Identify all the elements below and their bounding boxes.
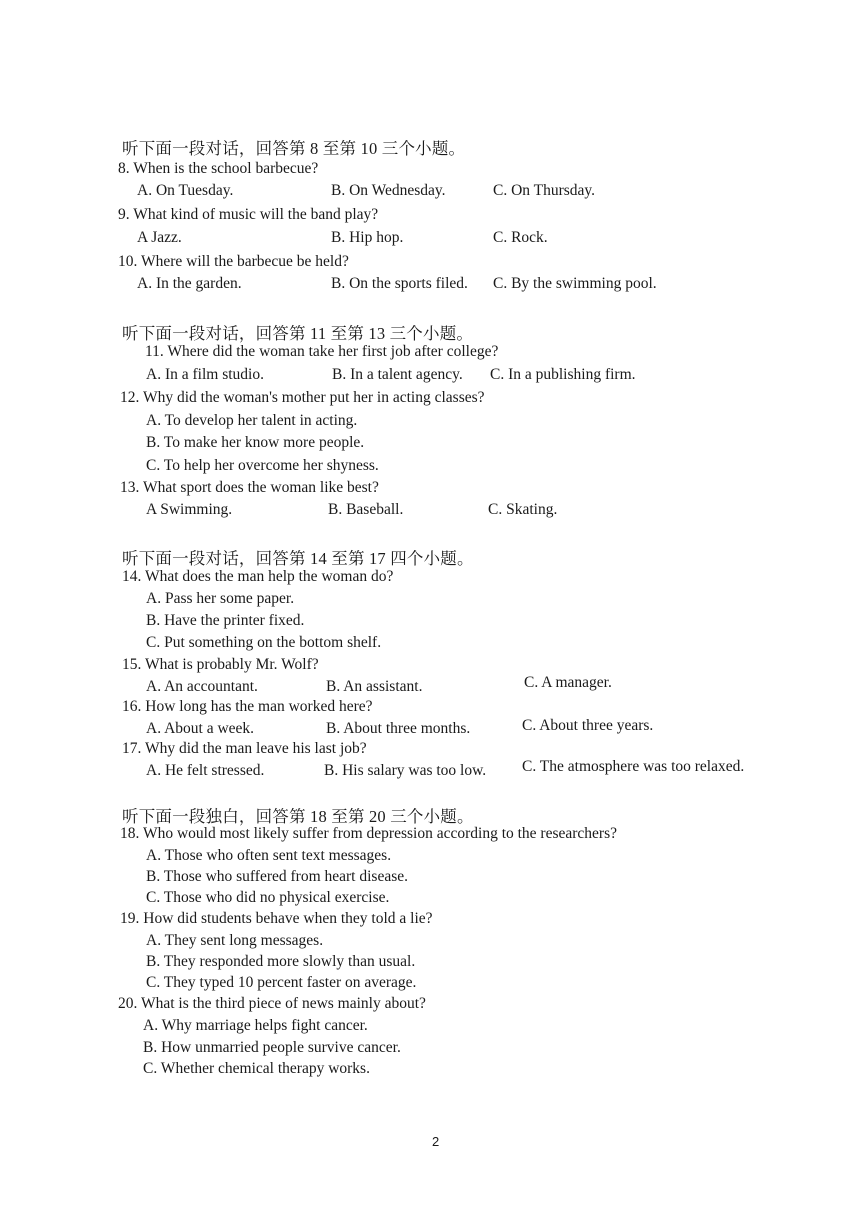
question-20: 20. What is the third piece of news mainly about? xyxy=(118,995,426,1012)
question-18: 18. Who would most likely suffer from depression according to the researchers? xyxy=(120,825,618,842)
section-title: 听下面一段对话，回答第 14 至第 17 四个小题。 xyxy=(122,549,474,568)
option-a: A. Pass her some paper. xyxy=(146,590,295,607)
option-b: B. On the sports filed. xyxy=(331,275,468,292)
option-b: B. Baseball. xyxy=(328,501,404,518)
question-9: 9. What kind of music will the band play? xyxy=(118,206,379,223)
question-8: 8. When is the school barbecue? xyxy=(118,160,319,177)
option-a: A. Those who often sent text messages. xyxy=(146,847,392,864)
option-c: C. Rock. xyxy=(493,229,548,246)
option-c: C. Whether chemical therapy works. xyxy=(143,1060,370,1077)
option-a: A. In a film studio. xyxy=(146,366,264,383)
question-10: 10. Where will the barbecue be held? xyxy=(118,253,349,270)
option-a: A. An accountant. xyxy=(146,678,258,695)
option-c: C. The atmosphere was too relaxed. xyxy=(522,758,745,775)
option-a: A. They sent long messages. xyxy=(146,932,324,949)
option-a: A Jazz. xyxy=(137,229,182,246)
option-c: C. To help her overcome her shyness. xyxy=(146,457,379,474)
option-a: A. He felt stressed. xyxy=(146,762,265,779)
option-a: A Swimming. xyxy=(146,501,233,518)
question-19: 19. How did students behave when they told a lie? xyxy=(120,910,433,927)
question-11: 11. Where did the woman take her first job after college? xyxy=(145,343,499,360)
option-b: B. They responded more slowly than usual. xyxy=(146,953,416,970)
option-c: C. They typed 10 percent faster on average. xyxy=(146,974,417,991)
option-b: B. Have the printer fixed. xyxy=(146,612,305,629)
option-c: C. Skating. xyxy=(488,501,558,518)
option-b: B. About three months. xyxy=(326,720,471,737)
option-c: C. Put something on the bottom shelf. xyxy=(146,634,382,651)
option-b: B. An assistant. xyxy=(326,678,423,695)
option-a: A. To develop her talent in acting. xyxy=(146,412,358,429)
page-number: 2 xyxy=(432,1134,440,1149)
option-a: A. About a week. xyxy=(146,720,255,737)
option-b: B. His salary was too low. xyxy=(324,762,487,779)
section-title: 听下面一段对话，回答第 11 至第 13 三个小题。 xyxy=(122,324,474,343)
option-b: B. On Wednesday. xyxy=(331,182,446,199)
question-16: 16. How long has the man worked here? xyxy=(122,698,373,715)
question-12: 12. Why did the woman's mother put her in acting classes? xyxy=(120,389,485,406)
section-title: 听下面一段独白，回答第 18 至第 20 三个小题。 xyxy=(122,807,474,826)
option-c: C. On Thursday. xyxy=(493,182,596,199)
option-c: C. A manager. xyxy=(524,674,612,691)
option-b: B. Those who suffered from heart disease. xyxy=(146,868,408,885)
question-15: 15. What is probably Mr. Wolf? xyxy=(122,656,319,673)
option-a: A. On Tuesday. xyxy=(137,182,234,199)
option-b: B. Hip hop. xyxy=(331,229,404,246)
option-c: C. In a publishing firm. xyxy=(490,366,636,383)
question-17: 17. Why did the man leave his last job? xyxy=(122,740,367,757)
option-b: B. How unmarried people survive cancer. xyxy=(143,1039,401,1056)
option-a: A. In the garden. xyxy=(137,275,242,292)
section-title: 听下面一段对话，回答第 8 至第 10 三个小题。 xyxy=(122,139,466,158)
option-c: C. By the swimming pool. xyxy=(493,275,657,292)
question-14: 14. What does the man help the woman do? xyxy=(122,568,394,585)
option-c: C. About three years. xyxy=(522,717,654,734)
option-c: C. Those who did no physical exercise. xyxy=(146,889,390,906)
option-b: B. In a talent agency. xyxy=(332,366,463,383)
option-a: A. Why marriage helps fight cancer. xyxy=(143,1017,368,1034)
question-13: 13. What sport does the woman like best? xyxy=(120,479,379,496)
option-b: B. To make her know more people. xyxy=(146,434,365,451)
